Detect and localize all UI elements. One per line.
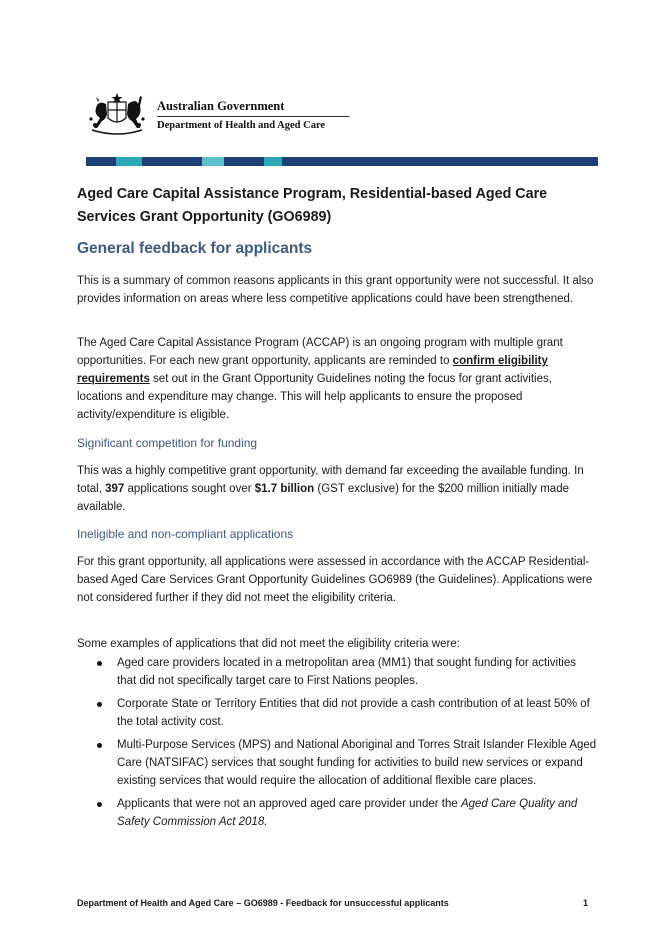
bullet-icon bbox=[97, 802, 102, 807]
band-segment bbox=[282, 157, 598, 166]
band-segment bbox=[224, 157, 264, 166]
government-logo bbox=[86, 92, 386, 142]
competition-heading: Significant competition for funding bbox=[77, 436, 258, 450]
coat-of-arms-icon bbox=[86, 92, 148, 138]
list-item bbox=[77, 695, 597, 731]
document-title: Aged Care Capital Assistance Program, Residential-based Aged Care Services Grant Opportunity (GO6989) bbox=[77, 186, 548, 225]
list-item-text: Corporate State or Territory Entities that did not provide a cash contribution of at least 50% of the total activity cost. bbox=[117, 698, 590, 728]
application-count: 397 bbox=[105, 483, 125, 495]
bullet-icon bbox=[97, 702, 102, 707]
ineligible-paragraph: For this grant opportunity, all applications were assessed in accordance with the ACCAP Residential-based Aged Care Services Grant Opportunity Guidelines GO6989 (the Guidelines). Applications were not considered further if they did not meet the eligibility criteria. bbox=[77, 556, 593, 604]
confirm-eligibility-link[interactable]: confirm eligibility requirements bbox=[77, 355, 548, 385]
bullet-icon bbox=[97, 743, 102, 748]
competition-text-1: This was a highly competitive grant opportunity, with demand far exceeding the available funding. In total, bbox=[77, 465, 584, 495]
accap-text-before: The Aged Care Capital Assistance Program (ACCAP) is an ongoing program with multiple grant opportunities. For each new grant opportunity, applicants are reminded to bbox=[77, 337, 563, 367]
accap-paragraph bbox=[77, 334, 597, 424]
competition-text-3: (GST exclusive) for the $200 million initially made available. bbox=[77, 483, 569, 513]
page-footer: Department of Health and Aged Care – GO6989 - Feedback for unsuccessful applicants bbox=[77, 898, 449, 908]
department-name: Department of Health and Aged Care bbox=[157, 120, 326, 131]
examples-intro: Some examples of applications that did not meet the eligibility criteria were: bbox=[77, 638, 460, 650]
section-heading: General feedback for applicants bbox=[77, 240, 313, 257]
page-number: 1 bbox=[583, 898, 589, 908]
funding-sought: $1.7 billion bbox=[254, 483, 315, 495]
accap-text-after: set out in the Grant Opportunity Guidelines noting the focus for grant activities, locations and expenditure may change. This will help applicants to ensure the proposed activity/expenditure is eligible. bbox=[77, 373, 552, 421]
list-item-text: Applicants that were not an approved aged care provider under the bbox=[117, 798, 461, 810]
band-segment bbox=[86, 157, 116, 166]
logo-divider bbox=[157, 116, 349, 117]
band-segment bbox=[116, 157, 142, 166]
list-item-text: Multi-Purpose Services (MPS) and National Aboriginal and Torres Strait Islander Flexible Aged Care (NATSIFAC) services that sought funding for activities to build new services or expand existing services that would require the allocation of additional flexible care places. bbox=[117, 739, 597, 787]
band-segment bbox=[142, 157, 202, 166]
band-segment bbox=[202, 157, 224, 166]
list-item bbox=[77, 654, 597, 690]
header-color-band bbox=[86, 157, 598, 166]
band-segment bbox=[264, 157, 282, 166]
ineligible-examples-list bbox=[77, 654, 597, 836]
government-name: Australian Government bbox=[157, 99, 285, 113]
list-item bbox=[77, 736, 597, 790]
intro-paragraph: This is a summary of common reasons applicants in this grant opportunity were not successful. It also provides information on areas where less competitive applications could have been strengthened. bbox=[77, 275, 594, 305]
bullet-icon bbox=[97, 661, 102, 666]
competition-text-2: applications sought over bbox=[124, 483, 255, 495]
list-item-text: Aged care providers located in a metropolitan area (MM1) that sought funding for activities that did not specifically target care to First Nations peoples. bbox=[117, 657, 576, 687]
ineligible-heading: Ineligible and non-compliant applications bbox=[77, 527, 294, 541]
list-item bbox=[77, 795, 597, 831]
act-name: Aged Care Quality and Safety Commission Act 2018. bbox=[117, 798, 578, 828]
competition-paragraph bbox=[77, 462, 597, 516]
